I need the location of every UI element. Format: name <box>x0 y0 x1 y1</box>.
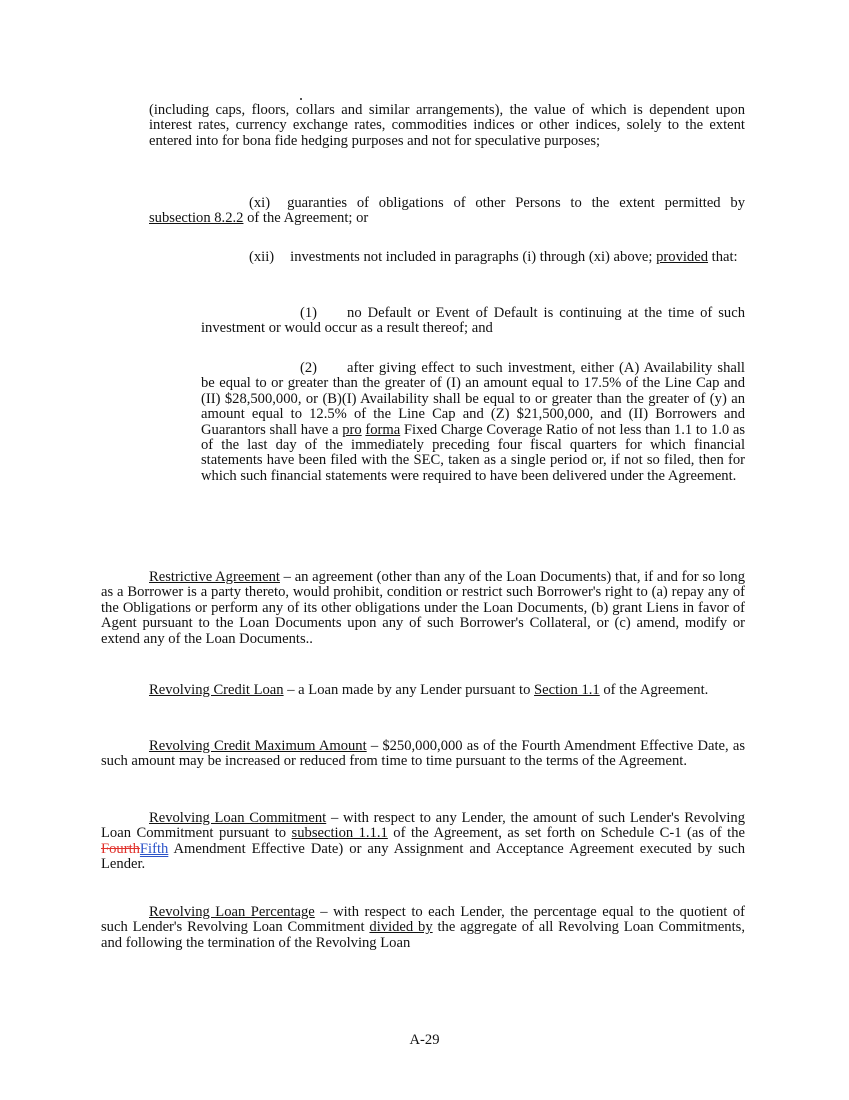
definition-revolving-loan-commitment: Revolving Loan Commitment – with respect to any Lender, the amount of such Lender's Revolving Loan Commitment pursuant to subsection 1.1.1 of the Agreement, as set forth on Schedule C-1 (as of the FourthFifth Amendment Effective Date) or any Assignment and Acceptance Agreement executed by such Lender. <box>101 810 745 873</box>
item-xi-number: (xi) <box>249 195 271 211</box>
definition-revolving-credit-loan: Revolving Credit Loan – a Loan made by any Lender pursuant to Section 1.1 of the Agreement. <box>149 682 709 698</box>
sub-item-2-number: (2) <box>300 360 318 376</box>
item-xii-number: (xii) <box>249 249 275 265</box>
sub-item-1-number: (1) <box>300 305 318 321</box>
section-1-1-link: Section 1.1 <box>534 682 600 698</box>
inserted-text-fifth: Fifth <box>139 840 169 857</box>
definition-revolving-credit-maximum-amount: Revolving Credit Maximum Amount – $250,000,000 as of the Fourth Amendment Effective Date, as such amount may be increased or reduced from time to time pursuant to the terms of the Agreement. <box>101 738 745 770</box>
defined-term: Revolving Loan Percentage <box>149 904 315 920</box>
sub-item-2-paragraph: (2) after giving effect to such investment, either (A) Availability shall be equal to or greater than the greater of (I) an amount equal to 17.5% of the Line Cap and (II) $28,500,000, or (B)(I) Availability shall be equal to or greater than the greater of (y) an amount equal to 12.5% of the Line Cap and (Z) $21,500,000, and (II) Borrowers and Guarantors shall have a pro forma Fixed Charge Coverage Ratio of not less than 1.1 to 1.0 as of the last day of the immediately preceding four fiscal quarters for which financial statements have been filed with the SEC, taken as a single period or, if not so filed, then for which such financial statements were required to have been delivered under the Agreement. <box>201 360 746 484</box>
defined-term: Revolving Loan Commitment <box>149 810 327 826</box>
item-xi-paragraph: (xi) guaranties of obligations of other Persons to the extent permitted by subsection 8.2.2 of the Agreement; or <box>149 195 745 227</box>
continuation-paragraph: (including caps, floors, collars and similar arrangements), the value of which is dependent upon interest rates, currency exchange rates, commodities indices or other indices, solely to the extent entered into for bona fide hedging purposes and not for speculative purposes; <box>149 102 745 149</box>
forma-term: forma <box>365 421 401 438</box>
scan-speck <box>300 98 302 100</box>
divided-by-term: divided by <box>369 919 433 936</box>
item-xii-paragraph: (xii) investments not included in paragraphs (i) through (xi) above; provided that: <box>249 249 738 265</box>
definition-restrictive-agreement: Restrictive Agreement – an agreement (other than any of the Loan Documents) that, if and for so long as a Borrower is a party thereto, would prohibit, condition or restrict such Borrower's right to (a) repay any of the Obligations or perform any of its other obligations under the Loan Documents, (b) grant Liens in favor of Agent pursuant to the Loan Documents upon any of such Borrower's Collateral, or (c) amend, modify or extend any of the Loan Documents.. <box>101 569 745 647</box>
defined-term: Revolving Credit Maximum Amount <box>149 738 367 754</box>
sub-item-1-paragraph: (1) no Default or Event of Default is continuing at the time of such investment or would occur as a result thereof; and <box>201 305 745 337</box>
definition-revolving-loan-percentage: Revolving Loan Percentage – with respect to each Lender, the percentage equal to the quotient of such Lender's Revolving Loan Commitment divided by the aggregate of all Revolving Loan Commitments, and following the termination of the Revolving Loan <box>101 904 745 951</box>
deleted-text-fourth: Fourth <box>101 840 140 857</box>
provided-term: provided <box>656 249 709 265</box>
pro-term: pro <box>342 421 362 438</box>
subsection-1-1-1-link: subsection 1.1.1 <box>291 825 388 842</box>
page-number: A-29 <box>409 1032 440 1048</box>
subsection-8-2-2-link: subsection 8.2.2 <box>149 210 244 227</box>
defined-term: Restrictive Agreement <box>149 569 280 585</box>
defined-term: Revolving Credit Loan <box>149 682 284 698</box>
